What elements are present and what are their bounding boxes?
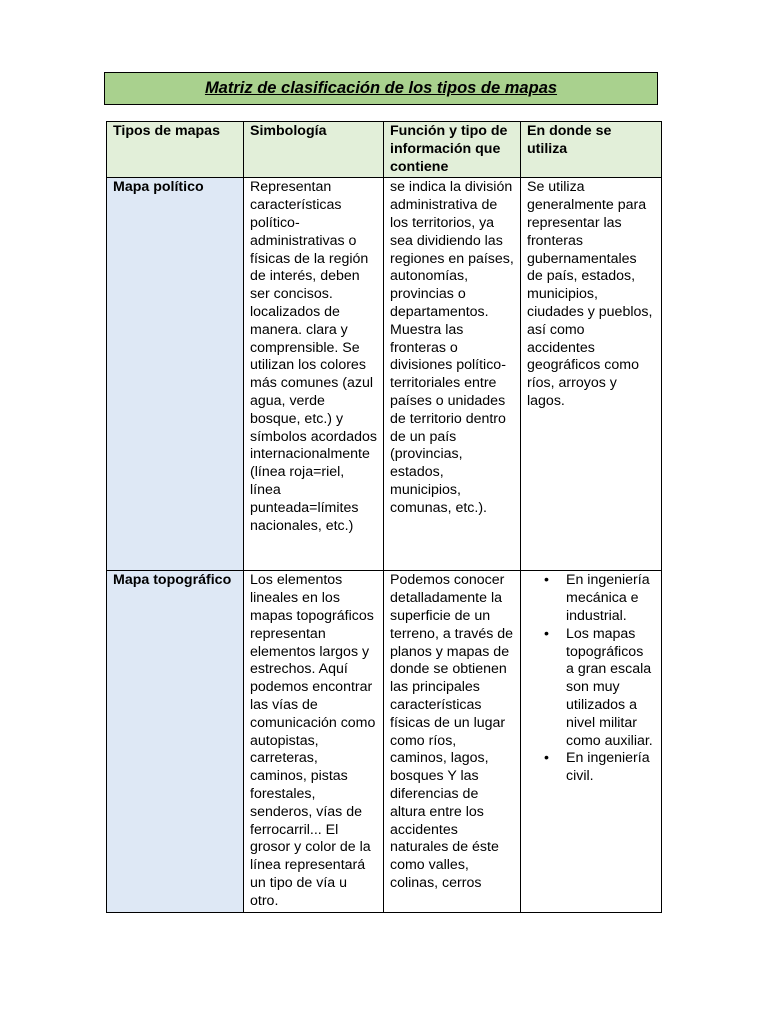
table-row xyxy=(107,178,662,571)
document-title: Matriz de clasificación de los tipos de mapas xyxy=(204,79,558,97)
cell-funcion: se indica la división administrativa de los territorios, ya sea dividiendo las regiones en países, autonomías, provincias o departamentos. Muestra las fronteras o divisiones político-territoriales entre países o unidades de territorio dentro de un país (provincias, estados, municipios, comunas, etc.). xyxy=(384,178,521,571)
column-header-uso: En donde se utiliza xyxy=(521,122,662,178)
list-item: • En ingeniería mecánica e industrial. xyxy=(566,572,655,625)
list-item: • Los mapas topográficos a gran escala son muy utilizados a nivel militar como auxiliar. xyxy=(566,626,655,751)
title-box xyxy=(104,72,658,105)
cell-uso xyxy=(521,571,662,912)
table-row xyxy=(107,571,662,912)
cell-uso: Se utiliza generalmente para representar las fronteras gubernamentales de país, estados, municipios, ciudades y pueblos, así como accidentes geográficos como ríos, arroyos y lagos. xyxy=(521,178,662,571)
row-header-mapa-topografico xyxy=(107,571,244,912)
cell-simbologia: Representan características político-administrativas o físicas de la región de interés, deben ser concisos. localizados de manera. clara y comprensible. Se utilizan los colores más comunes (azul agua, verde bosque, etc.) y símbolos acordados internacionalmente (línea roja=riel, línea punteada=límites nacionales, etc.) xyxy=(244,178,384,571)
row-header-label: Mapa topográfico xyxy=(113,572,232,589)
column-header-funcion: Función y tipo de información que contiene xyxy=(384,122,521,178)
cell-funcion: Podemos conocer detalladamente la superficie de un terreno, a través de planos y mapas de donde se obtienen las principales características físicas de un lugar como ríos, caminos, lagos, bosques Y las diferencias de altura entre los accidentes naturales de éste como valles, colinas, cerros xyxy=(384,571,521,912)
column-header-simbologia: Simbología xyxy=(244,122,384,178)
row-header-mapa-politico: Mapa político xyxy=(107,178,244,571)
column-header-tipos: Tipos de mapas xyxy=(107,122,244,178)
classification-table xyxy=(106,121,662,913)
list-item: • En ingeniería civil. xyxy=(566,750,655,786)
table-header-row xyxy=(107,122,662,178)
cell-simbologia: Los elementos lineales en los mapas topográficos representan elementos largos y estrechos. Aquí podemos encontrar las vías de comunicación como autopistas, carreteras, caminos, pistas forestales, senderos, vías de ferrocarril... El grosor y color de la línea representará un tipo de vía u otro. xyxy=(244,571,384,912)
uso-bullet-list xyxy=(527,572,655,786)
